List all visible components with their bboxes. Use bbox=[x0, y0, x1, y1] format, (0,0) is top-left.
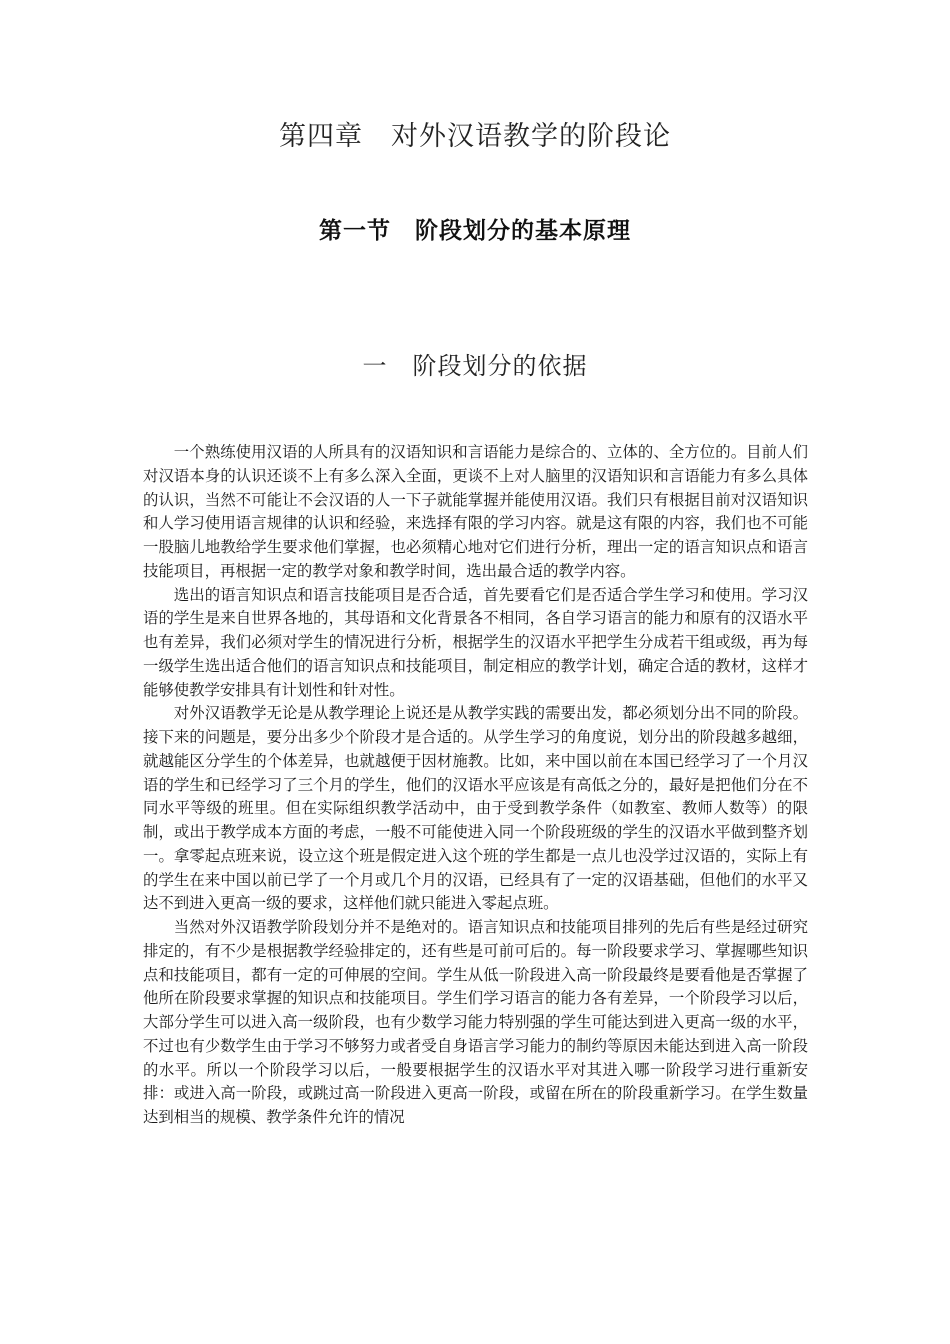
subsection-title: 一 阶段划分的依据 bbox=[362, 352, 588, 380]
section-title: 第一节 阶段划分的基本原理 bbox=[319, 218, 631, 244]
paragraph: 选出的语言知识点和语言技能项目是否合适，首先要看它们是否适合学生学习和使用。学习汉语的学生是来自世界各地的，其母语和文化背景各不相同，各自学习语言的能力和原有的汉语水平也有差异，我们必须对学生的情况进行分析，根据学生的汉语水平把学生分成若干组或级，再为每一级学生选出适合他们的语言知识点和技能项目，制定相应的教学计划，确定合适的教材，这样才能够使教学安排具有计划性和针对性。 bbox=[143, 585, 808, 699]
paragraph: 当然对外汉语教学阶段划分并不是绝对的。语言知识点和技能项目排列的先后有些是经过研究排定的，有不少是根据教学经验排定的，还有些是可前可后的。每一阶段要求学习、掌握哪些知识点和技能项目，都有一定的可伸展的空间。学生从低一阶段进入高一阶段最终是要看他是否掌握了他所在阶段要求掌握的知识点和技能项目。学生们学习语言的能力各有差异，一个阶段学习以后，大部分学生可以进入高一级阶段，也有少数学习能力特别强的学生可能达到进入更高一级的水平，不过也有少数学生由于学习不够努力或者受自身语言学习能力的制约等原因未能达到进入高一阶段的水平。所以一个阶段学习以后，一般要根据学生的汉语水平对其进入哪一阶段学习进行重新安排：或进入高一阶段，或跳过高一阶段进入更高一阶段，或留在所在的阶段重新学习。在学生数量达到相当的规模、教学条件允许的情况 bbox=[143, 918, 808, 1126]
chapter-title: 第四章 对外汉语教学的阶段论 bbox=[279, 121, 671, 152]
paragraph: 对外汉语教学无论是从教学理论上说还是从教学实践的需要出发，都必须划分出不同的阶段。接下来的问题是，要分出多少个阶段才是合适的。从学生学习的角度说，划分出的阶段越多越细，就越能区分学生的个体差异，也就越便于因材施教。比如，来中国以前在本国已经学习了一个月汉语的学生和已经学习了三个月的学生，他们的汉语水平应该是有高低之分的，最好是把他们分在不同水平等级的班里。但在实际组织教学活动中，由于受到教学条件（如教室、教师人数等）的限制，或出于教学成本方面的考虑，一般不可能使进入同一个阶段班级的学生的汉语水平做到整齐划一。拿零起点班来说，设立这个班是假定进入这个班的学生都是一点儿也没学过汉语的，实际上有的学生在来中国以前已学了一个月或几个月的汉语，已经具有了一定的汉语基础，但他们的水平又达不到进入更高一级的要求，这样他们就只能进入零起点班。 bbox=[143, 704, 808, 913]
body-text bbox=[143, 441, 808, 1130]
paragraph: 一个熟练使用汉语的人所具有的汉语知识和言语能力是综合的、立体的、全方位的。目前人们对汉语本身的认识还谈不上有多么深入全面，更谈不上对人脑里的汉语知识和言语能力有多么具体的认识，当然不可能让不会汉语的人一下子就能掌握并能使用汉语。我们只有根据目前对汉语知识和人学习使用语言规律的认识和经验，来选择有限的学习内容。就是这有限的内容，我们也不可能一股脑儿地教给学生要求他们掌握，也必须精心地对它们进行分析，理出一定的语言知识点和语言技能项目，再根据一定的教学对象和教学时间，选出最合适的教学内容。 bbox=[143, 443, 808, 580]
